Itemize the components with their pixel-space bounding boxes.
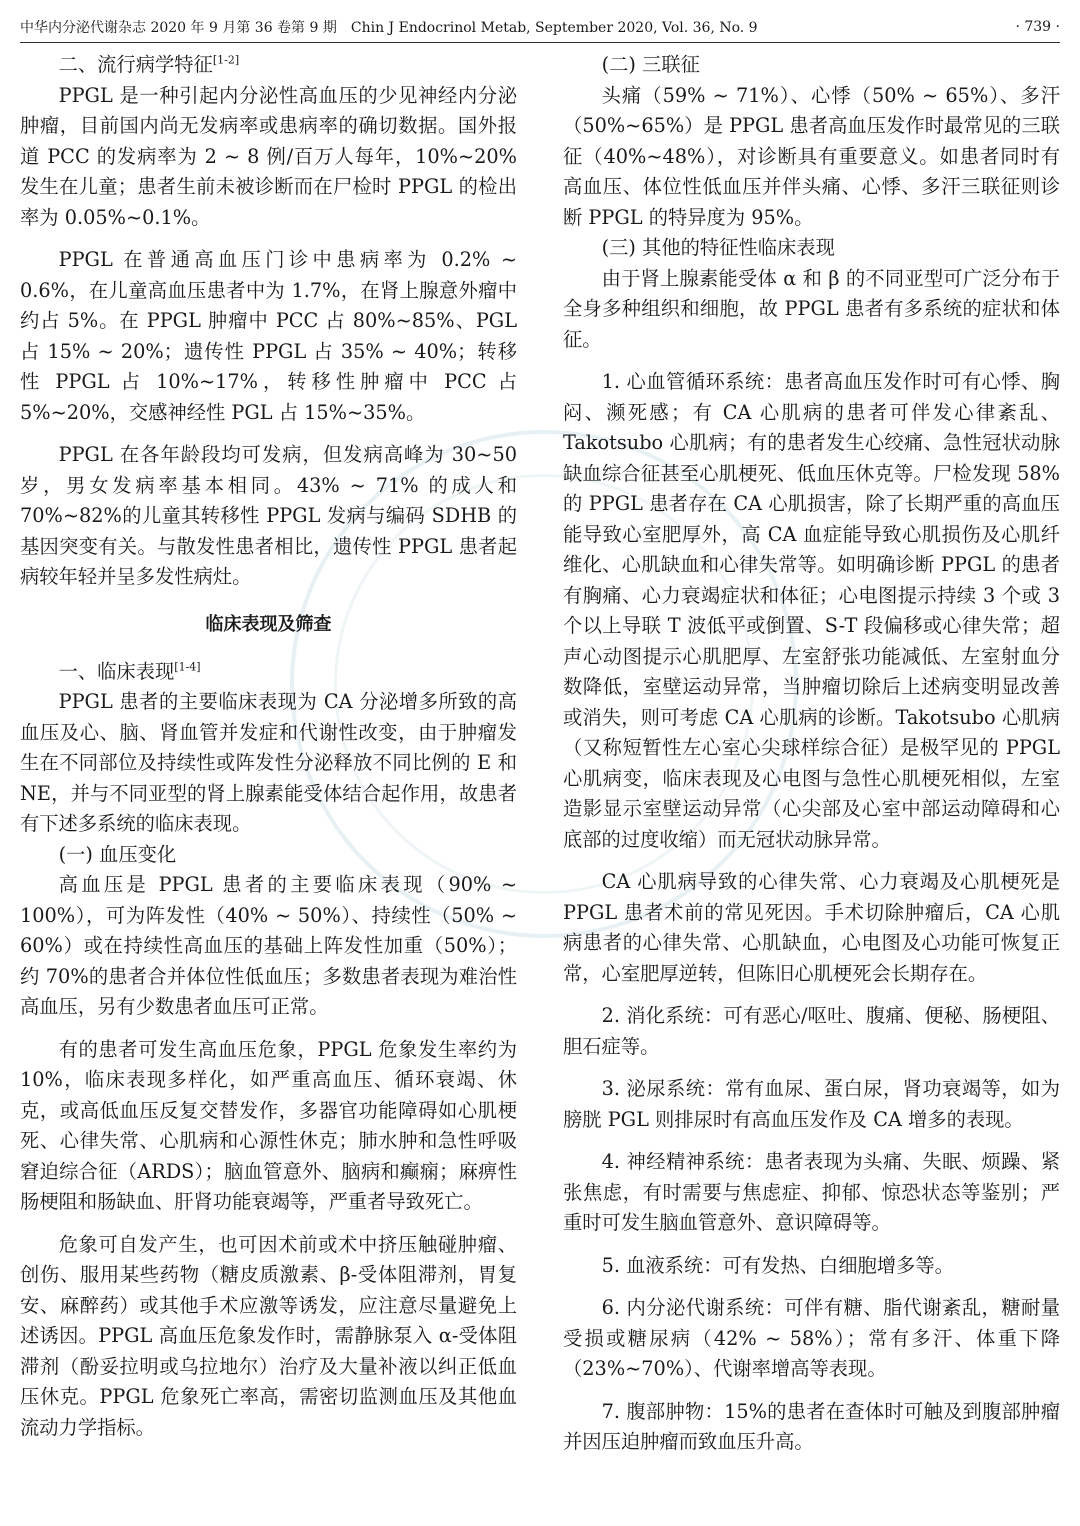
list-item: 7. 腹部肿物：15%的患者在查体时可触及到腹部肿瘤并因压迫肿瘤而致血压升高。 [563, 1399, 1060, 1453]
paragraph: 由于肾上腺素能受体 α 和 β 的不同亚型可广泛分布于全身多种组织和细胞，故 PPGL 患者有多系统的症状和体征。 [563, 266, 1060, 351]
subsection-title: (三) 其他的特征性临床表现 [601, 236, 835, 259]
paragraph: PPGL 患者的主要临床表现为 CA 分泌增多所致的高血压及心、脑、肾血管并发症和代谢性改变，由于肿瘤发生在不同部位及持续性或阵发性分泌释放不同比例的 E 和 NE，并与不同亚型的肾上腺素能受体结合起作用，故患者有下述多系统的临床表现。 [20, 690, 517, 835]
subsection-title: (一) 血压变化 [58, 842, 177, 866]
header-rule [20, 42, 1060, 43]
journal-citation: 中华内分泌代谢杂志 2020 年 9 月第 36 卷第 9 期 Chin J Endocrinol Metab, September 2020, Vol. 36, No. 9 [20, 20, 758, 36]
paragraph: 高血压是 PPGL 患者的主要临床表现（90% ~ 100%），可为阵发性（40% ~ 50%）、持续性（50% ~ 60%）或在持续性高血压的基础上阵发性加重（50%）；约 70%的患者合并体位性低血压；多数患者表现为难治性高血压，另有少数患者血压可正常。 [20, 873, 517, 1018]
section-title-epidemiology: 二、流行病学特征[1-2] [58, 53, 240, 76]
subsection-title: (二) 三联征 [601, 53, 700, 76]
section-heading: 临床表现及筛查 [205, 613, 332, 635]
paragraph: CA 心肌病导致的心律失常、心力衰竭及心肌梗死是 PPGL 患者术前的常见死因。手术切除肿瘤后，CA 心肌病患者的心律失常、心肌缺血，心电图及心功能可恢复正常，心室肥厚逆转，但陈旧心肌梗死会长期存在。 [563, 870, 1060, 985]
paragraph: 1. 心血管循环系统：患者高血压发作时可有心悸、胸闷、濒死感；有 CA 心肌病的患者可伴发心律紊乱、Takotsubo 心肌病；有的患者发生心绞痛、急性冠状动脉缺血综合征甚至心肌梗死、低血压休克等。尸检发现 58%的 PPGL 患者存在 CA 心肌损害，除了长期严重的高血压能导致心室肥厚外，高 CA 血症能导致心肌损伤及心肌纤维化、心肌缺血和心律失常等。如明确诊断 PPGL 的患者有胸痛、心力衰竭症状和体征；心电图提示持续 3 个或 3 个以上导联 T 波低平或倒置、S-T 段偏移或心律失常；超声心动图提示心肌肥厚、左室舒张功能减低、左室射血分数降低，室壁运动异常，当肿瘤切除后上述病变明显改善或消失，则可考虑 CA 心肌病的诊断。Takotsubo 心肌病（又称短暂性左心室心尖球样综合征）是极罕见的 PPGL 心肌病变，临床表现及心电图与急性心肌梗死相似，左室造影显示室壁运动异常（心尖部及心室中部运动障碍和心底部的过度收缩）而无冠状动脉异常。 [563, 370, 1060, 851]
list-item: 6. 内分泌代谢系统：可伴有糖、脂代谢紊乱，糖耐量受损或糖尿病（42% ~ 58%）；常有多汗、体重下降（23%~70%）、代谢率增高等表现。 [563, 1296, 1060, 1380]
page-number: · 739 · [1015, 19, 1060, 35]
paragraph: PPGL 在各年龄段均可发病，但发病高峰为 30~50 岁，男女发病率基本相同。43% ~ 71% 的成人和 70%~82%的儿童其转移性 PPGL 发病与编码 SDHB 的基因突变有关。与散发性患者相比，遗传性 PPGL 患者起病较年轻并呈多发性病灶。 [20, 443, 517, 588]
section-title-clinical: 一、临床表现[1-4] [58, 659, 201, 683]
list-item: 2. 消化系统：可有恶心/呕吐、腹痛、便秘、肠梗阻、胆石症等。 [563, 1004, 1060, 1058]
citation-ref: [1-2] [212, 53, 240, 67]
list-item: 5. 血液系统：可有发热、白细胞增多等。 [601, 1253, 954, 1277]
running-header [20, 14, 1060, 40]
paragraph: PPGL 在普通高血压门诊中患病率为 0.2% ~ 0.6%，在儿童高血压患者中为 1.7%，在肾上腺意外瘤中约占 5%。在 PPGL 肿瘤中 PCC 占 80%~85%、PGL 占 15% ~ 20%；遗传性 PPGL 占 35% ~ 40%；转移性 PPGL 占 10%~17%，转移性肿瘤中 PCC 占 5%~20%，交感神经性 PGL 占 15%~35%。 [20, 248, 517, 424]
paragraph: PPGL 是一种引起内分泌性高血压的少见神经内分泌肿瘤，目前国内尚无发病率或患病率的确切数据。国外报道 PCC 的发病率为 2 ~ 8 例/百万人每年，10%~20%发生在儿童；患者生前未被诊断而在尸检时 PPGL 的检出率为 0.05%~0.1%。 [20, 83, 517, 229]
right-column [563, 50, 1060, 1458]
paragraph: 有的患者可发生高血压危象，PPGL 危象发生率约为 10%，临床表现多样化，如严重高血压、循环衰竭、休克，或高低血压反复交替发作，多器官功能障碍如心肌梗死、心律失常、心肌病和心源性休克；肺水肿和急性呼吸窘迫综合征（ARDS）；脑血管意外、脑病和癫痫；麻痹性肠梗阻和肠缺血、肝肾功能衰竭等，严重者导致死亡。 [20, 1037, 517, 1213]
left-column [20, 50, 517, 1443]
list-item: 3. 泌尿系统：常有血尿、蛋白尿，肾功衰竭等，如为膀胱 PGL 则排尿时有高血压发作及 CA 增多的表现。 [563, 1077, 1060, 1131]
paragraph: 头痛（59% ~ 71%）、心悸（50% ~ 65%）、多汗（50%~65%）是 PPGL 患者高血压发作时最常见的三联征（40%~48%），对诊断具有重要意义。如患者同时有高血压、体位性低血压并伴头痛、心悸、多汗三联征则诊断 PPGL 的特异度为 95%。 [563, 83, 1060, 229]
paragraph: 危象可自发产生，也可因术前或术中挤压触碰肿瘤、创伤、服用某些药物（糖皮质激素、β-受体阻滞剂，胃复安、麻醉药）或其他手术应激等诱发，应注意尽量避免上述诱因。PPGL 高血压危象发作时，需静脉泵入 α-受体阻滞剂（酚妥拉明或乌拉地尔）治疗及大量补液以纠正低血压休克。PPGL 危象死亡率高，需密切监测血压及其他血流动力学指标。 [20, 1232, 517, 1439]
list-item: 4. 神经精神系统：患者表现为头痛、失眠、烦躁、紧张焦虑，有时需要与焦虑症、抑郁、惊恐状态等鉴别；严重时可发生脑血管意外、意识障碍等。 [563, 1150, 1060, 1234]
citation-ref: [1-4] [174, 660, 201, 674]
